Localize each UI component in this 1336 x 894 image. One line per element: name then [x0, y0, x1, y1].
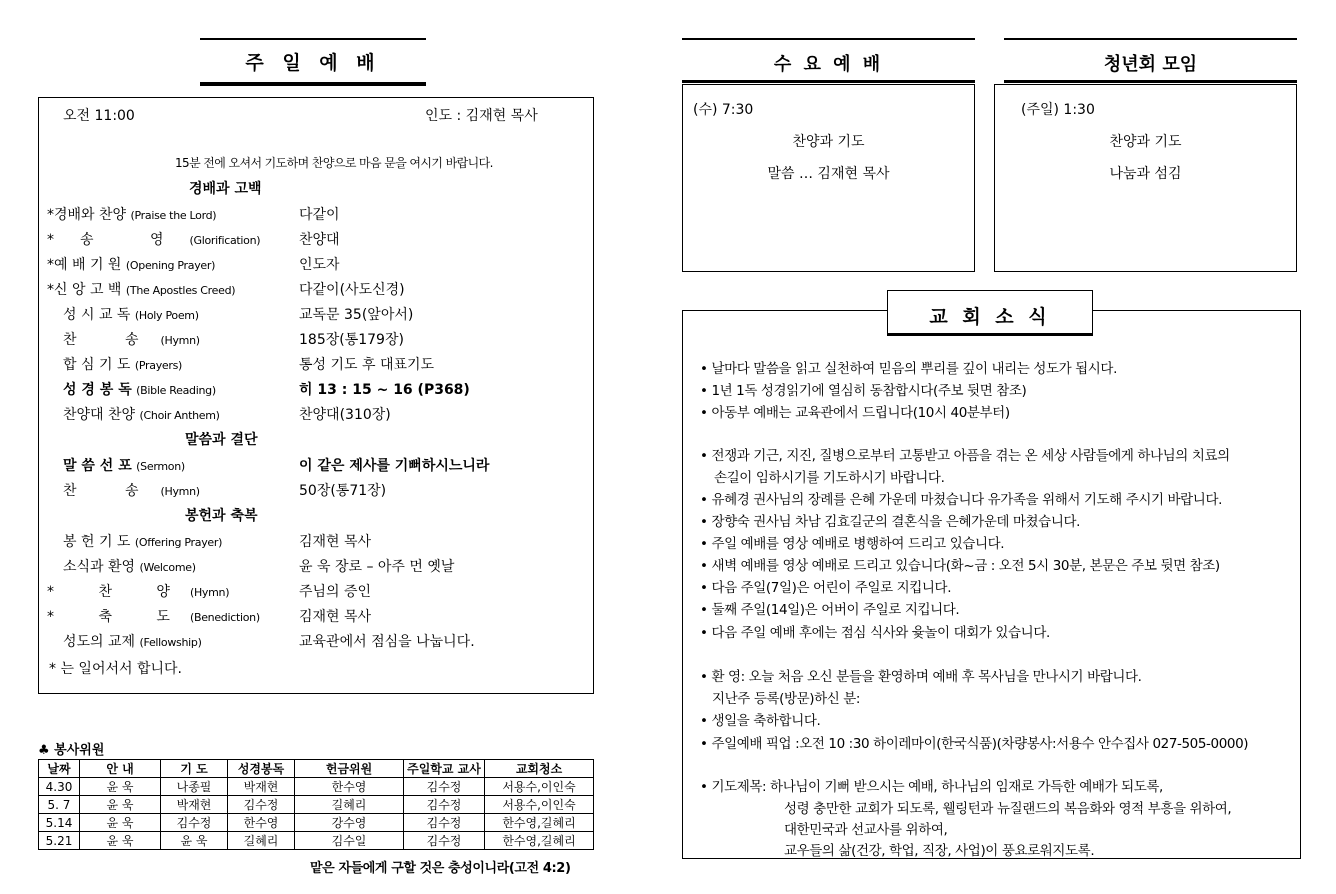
title-top-rule — [682, 38, 975, 40]
title-bottom-rule — [200, 82, 426, 86]
news-item: • 장향숙 권사님 차남 김효길군의 결혼식을 은혜가운데 마쳤습니다. — [700, 514, 1080, 530]
service-time: 오전 11:00 — [63, 108, 135, 124]
title-bottom-rule — [1004, 80, 1297, 83]
duty-cell: 한수영 — [228, 814, 295, 832]
wednesday-title — [682, 38, 975, 84]
duty-cell: 윤 욱 — [80, 814, 161, 832]
table-row — [39, 778, 594, 796]
news-item: • 다음 주일 예배 후에는 점심 식사와 윷놀이 대회가 있습니다. — [700, 625, 1050, 641]
duty-cell: 박재현 — [161, 796, 228, 814]
news-item: • 새벽 예배를 영상 예배로 드리고 있습니다(화~금 : 오전 5시 30분, 본문은 주보 뒷면 참조) — [700, 558, 1220, 574]
table-row — [39, 814, 594, 832]
duty-header: 성경봉독 — [228, 760, 295, 778]
duty-cell: 서용수,이인숙 — [485, 796, 594, 814]
duty-cell: 김수정 — [404, 796, 485, 814]
title-top-rule — [1004, 38, 1297, 40]
youth-box — [994, 84, 1297, 272]
news-item: • 아동부 예배는 교육관에서 드립니다(10시 40분부터) — [700, 405, 1010, 421]
section-heading-2: 말씀과 결단 — [185, 432, 258, 448]
duty-cell: 한수영,길혜리 — [485, 832, 594, 850]
section-heading-3: 봉헌과 축복 — [185, 508, 258, 524]
duty-header-row — [39, 760, 594, 778]
news-item: • 둘째 주일(14일)은 어버이 주일로 지킵니다. — [700, 602, 960, 618]
duty-cell: 김수정 — [228, 796, 295, 814]
duty-table — [38, 759, 594, 850]
duty-cell: 한수영 — [295, 778, 404, 796]
duty-cell: 김수정 — [404, 814, 485, 832]
youth-title-text: 청년회 모임 — [1103, 54, 1198, 75]
duty-cell: 4.30 — [39, 778, 80, 796]
news-item: • 기도제목: 하나님이 기뻐 받으시는 예배, 하나님의 임재로 가득한 예배가 되도록, — [700, 779, 1163, 795]
table-row — [39, 796, 594, 814]
duty-cell: 길혜리 — [228, 832, 295, 850]
wednesday-box — [682, 84, 975, 272]
news-item: • 환 영: 오늘 처음 오신 분들을 환영하며 예배 후 목사님을 만나시기 바랍니다. — [700, 669, 1142, 685]
news-item: 지난주 등록(방문)하신 분: — [712, 691, 861, 707]
duty-cell: 윤 욱 — [80, 796, 161, 814]
duty-cell: 5.14 — [39, 814, 80, 832]
news-title — [887, 290, 1093, 336]
news-item: • 날마다 말씀을 읽고 실천하여 믿음의 뿌리를 깊이 내리는 성도가 됩시다. — [700, 361, 1117, 377]
duty-header: 교회청소 — [485, 760, 594, 778]
duty-cell: 한수영,길혜리 — [485, 814, 594, 832]
sunday-box: 오전 11:00 인도 : 김재현 목사 15분 전에 오셔서 기도하며 찬양으로 마음 문을 여시기 바랍니다. 경배과 고백 *경배와 찬양 (Praise the Lord) 다같이 *송 영(Glorification) 찬양대 *예 배 기 원 (Opening Prayer) 인도자 *신 앙 고 백 (The Apostles Creed) 다같이(사도신경) 성 시 교 독 (Holy Poem) 교독문 35(앞아서) 찬 송(Hymn) 185장(통179장) 합 심 기 도 (Prayers) 통성 기도 후 대표기도 성 경 봉 독 (Bible Reading) 히 13 : 15 ~ 16 (P368) 찬양대 찬양 (Choir Anthem) 찬양대(310장) 말씀과 결단 말 씀 선 포 (Sermon) 이 같은 제사를 기뻐하시느니라 찬 송(Hymn) 50장(통71장) 봉헌과 축복 봉 헌 기 도 (Offering Prayer) 김재현 목사 소식과 환영 (Welcome) 윤 욱 장로 – 아주 먼 옛날 * 찬 양(Hymn) 주님의 증인 * 축 도(Benediction) 김재현 목사 성도의 교제 (Fellowship) 교육관에서 점심을 나눕니다. * 는 일어서서 합니다. — [38, 97, 594, 694]
wednesday-line1: 찬양과 기도 — [792, 134, 865, 150]
youth-title — [1004, 38, 1297, 84]
table-row — [39, 832, 594, 850]
duty-cell: 윤 욱 — [80, 778, 161, 796]
news-item: 성령 충만한 교회가 되도록, 웰링턴과 뉴질랜드의 복음화와 영적 부흥을 위하여, — [784, 801, 1232, 817]
news-item: • 전쟁과 기근, 지진, 질병으로부터 고통받고 아픔을 겪는 온 세상 사람들에게 하나님의 치료의 — [700, 448, 1230, 464]
duty-cell: 윤 욱 — [80, 832, 161, 850]
duty-title: ♣ 봉사위원 — [38, 743, 105, 758]
news-item: • 유혜경 권사님의 장례를 은혜 가운데 마쳤습니다 유가족을 위해서 기도해 주시기 바랍니다. — [700, 492, 1222, 508]
duty-cell: 나종필 — [161, 778, 228, 796]
news-item: 교우들의 삶(건강, 학업, 직장, 사업)이 풍요로워지도록. — [784, 843, 1095, 859]
news-item: • 다음 주일(7일)은 어린이 주일로 지킵니다. — [700, 580, 952, 596]
duty-header: 주일학교 교사 — [404, 760, 485, 778]
duty-verse: 맡은 자들에게 구할 것은 충성이니라(고전 4:2) — [310, 861, 571, 876]
title-bottom-rule — [682, 80, 975, 83]
wednesday-time: (수) 7:30 — [693, 102, 754, 118]
news-item: • 1년 1독 성경읽기에 열심히 동참합시다(주보 뒷면 참조) — [700, 383, 1027, 399]
youth-line1: 찬양과 기도 — [1109, 134, 1182, 150]
duty-cell: 5.21 — [39, 832, 80, 850]
news-item: • 주일예배 픽업 :오전 10 :30 하이레마이(한국식품)(차량봉사:서용수 안수집사 027-505-0000) — [700, 736, 1249, 752]
duty-cell: 윤 욱 — [161, 832, 228, 850]
duty-cell: 5. 7 — [39, 796, 80, 814]
arrival-notice: 15분 전에 오셔서 기도하며 찬양으로 마음 문을 여시기 바랍니다. — [175, 156, 493, 170]
wednesday-title-text: 수 요 예 배 — [773, 54, 884, 75]
news-item: • 주일 예배를 영상 예배로 병행하여 드리고 있습니다. — [700, 536, 1005, 552]
title-top-rule — [200, 38, 426, 40]
duty-cell: 김수정 — [161, 814, 228, 832]
duty-cell: 서용수,이인숙 — [485, 778, 594, 796]
sunday-title — [200, 38, 426, 88]
duty-cell: 김수정 — [404, 778, 485, 796]
duty-header: 안 내 — [80, 760, 161, 778]
sunday-title-text: 주 일 예 배 — [245, 52, 381, 74]
duty-cell: 강수영 — [295, 814, 404, 832]
duty-cell: 김수정 — [404, 832, 485, 850]
duty-header: 기 도 — [161, 760, 228, 778]
duty-header: 헌금위원 — [295, 760, 404, 778]
duty-cell: 길혜리 — [295, 796, 404, 814]
news-item: 손길이 임하시기를 기도하시기 바랍니다. — [714, 470, 945, 486]
youth-time: (주일) 1:30 — [1021, 102, 1095, 118]
wednesday-line2: 말씀 … 김재현 목사 — [767, 166, 890, 182]
standing-footnote: * 는 일어서서 합니다. — [49, 661, 182, 677]
youth-line2: 나눔과 섬김 — [1109, 166, 1182, 182]
duty-cell: 박재현 — [228, 778, 295, 796]
section-heading-1: 경배과 고백 — [189, 181, 262, 197]
duty-header: 날짜 — [39, 760, 80, 778]
duty-cell: 김수일 — [295, 832, 404, 850]
service-leader: 인도 : 김재현 목사 — [425, 108, 538, 124]
news-item: 대한민국과 선교사를 위하여, — [784, 822, 948, 838]
news-item: • 생일을 축하합니다. — [700, 713, 821, 729]
news-title-text: 교 회 소 식 — [929, 306, 1051, 328]
